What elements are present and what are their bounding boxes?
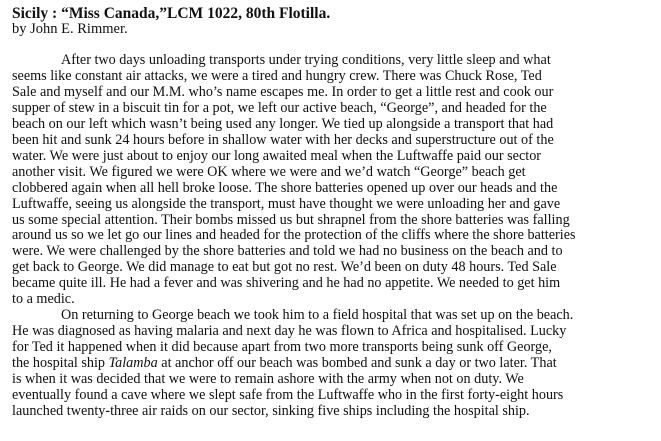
text-line: been hit and sunk 24 hours before in shallow water with her decks and superstructure out of the xyxy=(12,131,554,148)
text-line: get back to George. We did manage to eat but got no rest. We’d been on duty 48 hours. Ted Sale xyxy=(12,259,557,276)
text-line: is when it was decided that we were to remain ashore with the army when not on duty. We xyxy=(12,371,524,388)
text-line: Sale and myself and our M.M. who’s name escapes me. In order to get a little rest and cook our xyxy=(12,83,554,100)
text-line: another visit. We figured we were OK where we were and we’d watch “George” beach get xyxy=(12,163,526,180)
paragraph-2 xyxy=(12,308,656,420)
title-subject: “Miss Canada,”LCM 1022, 80th Flotilla. xyxy=(61,5,331,22)
text-line: were. We were challenged by the shore batteries and told we had no business on the beach and to xyxy=(12,243,563,260)
text-line: seems like constant air attacks, we were a tired and hungry crew. There was Chuck Rose, Ted xyxy=(12,67,542,84)
text-fragment: at anchor off our beach was bombed and sunk a day or two later. That xyxy=(157,355,557,372)
text-line: supper of stew in a biscuit tin for a pot, we left our active beach, “George”, and headed for the xyxy=(12,99,547,116)
article-byline: by John E. Rimmer. xyxy=(12,21,128,37)
text-line: around us so we let go our lines and headed for the protection of the cliffs where the shore batteries xyxy=(12,227,576,244)
text-line: He was diagnosed as having malaria and next day he was flown to Africa and hospitalised. Lucky xyxy=(12,323,567,340)
text-line: water. We were just about to enjoy our long awaited meal when the Luftwaffe paid our sector xyxy=(12,147,542,164)
text-line: launched twenty-three air raids on our sector, sinking five ships including the hospital ship. xyxy=(12,402,530,419)
text-line: clobbered again when all hell broke loose. The shore batteries opened up over our heads and the xyxy=(12,179,558,196)
title-place: Sicily : xyxy=(12,5,62,22)
text-line: us some special attention. Their bombs missed us but shrapnel from the shore batteries was falling xyxy=(12,211,570,228)
text-line: became quite ill. He had a fever and was shivering and he had no appetite. We needed to get him xyxy=(12,275,561,292)
ship-name: Talamba xyxy=(108,355,158,372)
article-title xyxy=(12,6,656,22)
paragraph-1 xyxy=(12,53,656,308)
text-line: to a medic. xyxy=(12,291,75,308)
text-line: for Ted it happened when it did because apart from two more transports being sunk off George, xyxy=(12,339,552,356)
text-line: eventually found a cave where we slept safe from the Luftwaffe who in the first forty-eight hours xyxy=(12,387,564,404)
text-line: After two days unloading transports under trying conditions, very little sleep and what xyxy=(61,52,551,68)
text-line: Luftwaffe, seeing us alongside the transport, must have thought we were unloading her and gave xyxy=(12,195,561,212)
document-page xyxy=(12,6,656,420)
text-line: beach on our left which wasn’t being used any longer. We tied up alongside a transport that had xyxy=(12,115,554,132)
text-line: On returning to George beach we took him to a field hospital that was set up on the beach. xyxy=(61,307,574,324)
text-fragment: the hospital ship xyxy=(12,355,109,372)
text-line xyxy=(12,356,656,372)
